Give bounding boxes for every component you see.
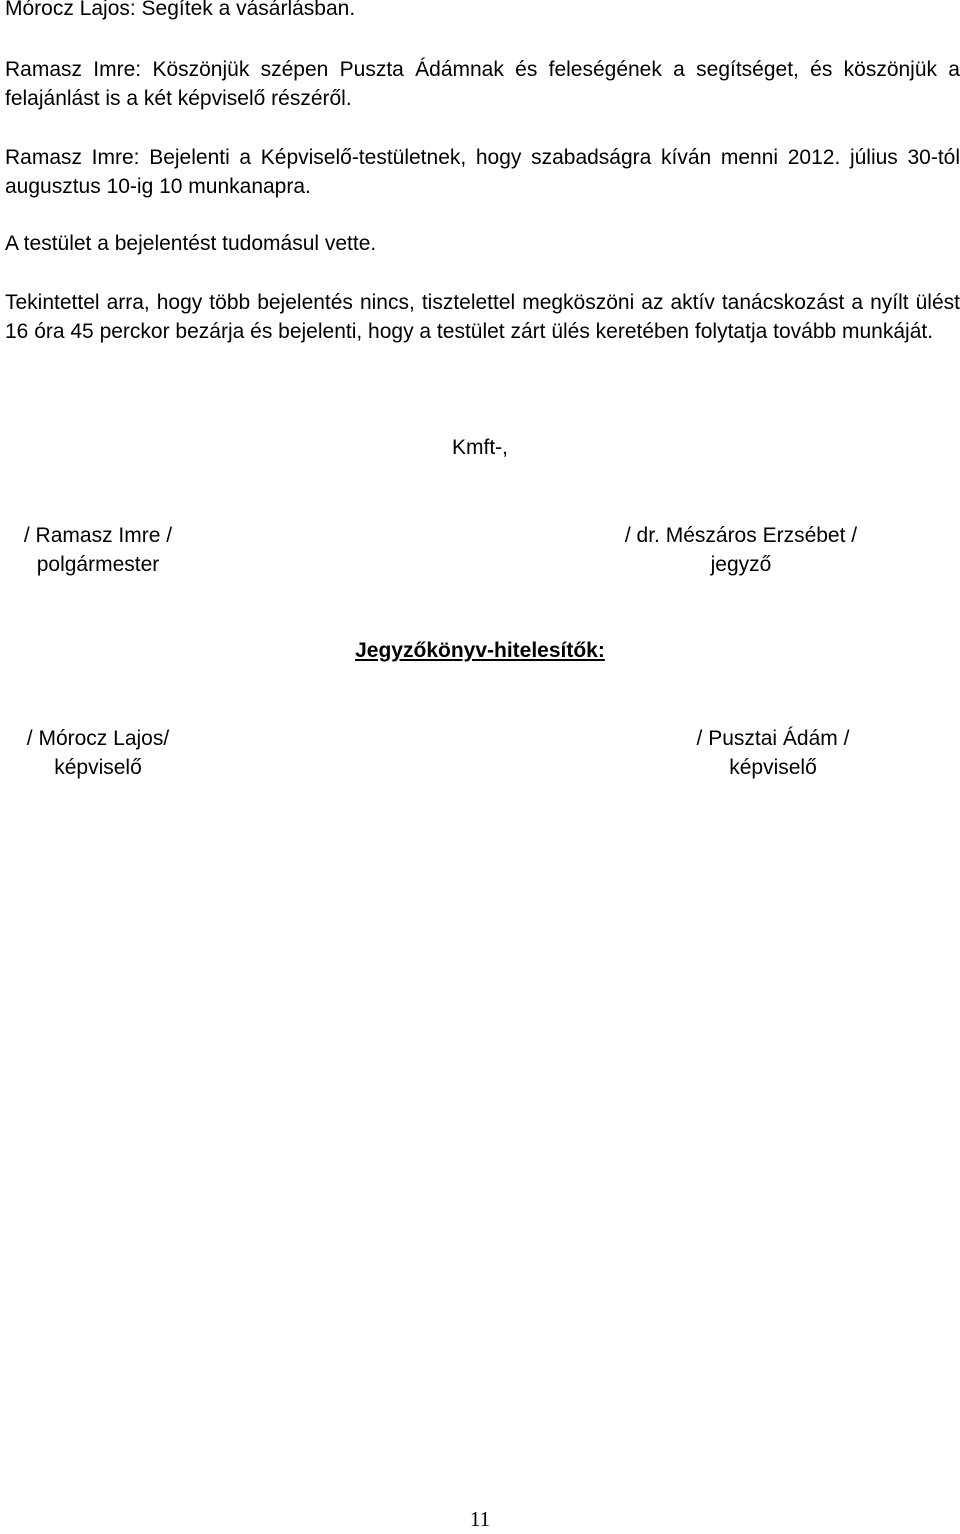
paragraph-ramasz-thanks: Ramasz Imre: Köszönjük szépen Puszta Ádámnak és feleségének a segítséget, és köszönjük a felajánlást is a két képviselő részéről. xyxy=(5,58,960,110)
paragraph-closing: Tekintettel arra, hogy több bejelentés nincs, tisztelettel megköszöni az aktív tanácskozást a nyílt ülést 16 óra 45 perckor bezárja és bejelenti, hogy a testület zárt ülés keretében folytatja tovább munkáját. xyxy=(5,291,960,343)
authenticator-role: képviselő xyxy=(54,756,142,779)
authenticator-morocz xyxy=(0,724,196,782)
authenticators-heading: Jegyzőkönyv-hitelesítők: xyxy=(355,639,605,662)
paragraph-acknowledged: A testület a bejelentést tudomásul vette. xyxy=(5,232,377,255)
signature-notary xyxy=(596,521,886,579)
page-number: 11 xyxy=(469,1507,491,1531)
signature-name: / Ramasz Imre / xyxy=(23,524,173,547)
authenticator-pusztai xyxy=(676,724,870,782)
authenticator-name: / Pusztai Ádám / xyxy=(696,727,850,750)
paragraph-morocz: Mórocz Lajos: Segítek a vásárlásban. xyxy=(5,0,356,20)
signature-mayor xyxy=(0,521,196,579)
paragraph-ramasz-leave: Ramasz Imre: Bejelenti a Képviselő-testületnek, hogy szabadságra kíván menni 2012. július 30-tól augusztus 10-ig 10 munkanapra. xyxy=(5,146,960,198)
kmft-label: Kmft-, xyxy=(452,436,508,459)
authenticator-role: képviselő xyxy=(729,756,817,779)
signature-name: / dr. Mészáros Erzsébet / xyxy=(624,524,858,547)
signature-role: jegyző xyxy=(710,553,772,576)
signature-role: polgármester xyxy=(36,553,160,576)
authenticator-name: / Mórocz Lajos/ xyxy=(26,727,170,750)
